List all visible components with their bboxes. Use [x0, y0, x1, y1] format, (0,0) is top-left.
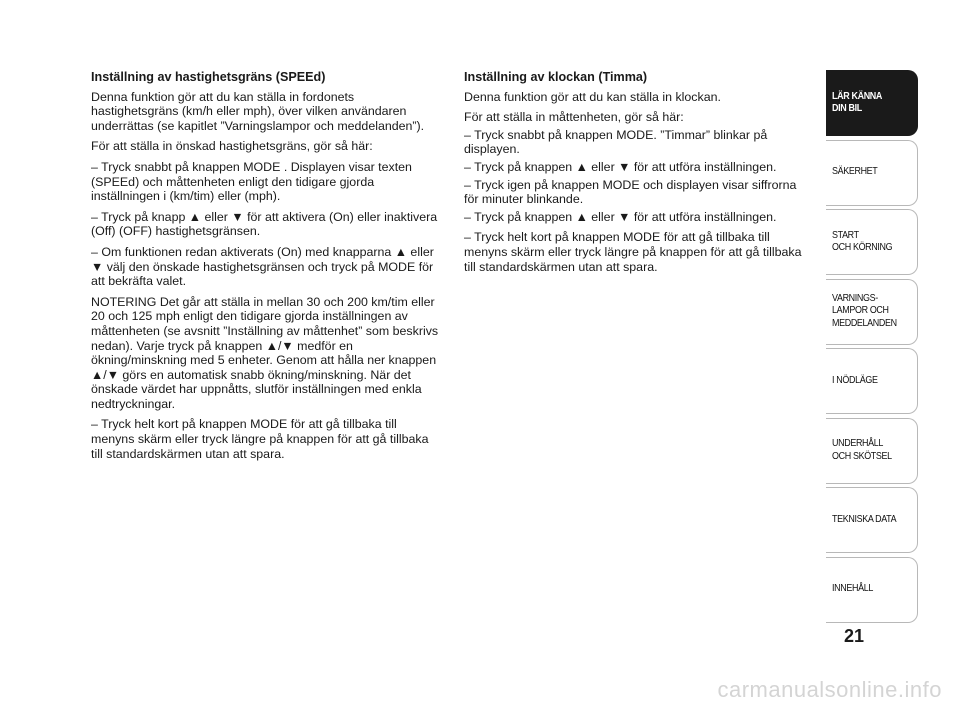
tab-label: I NÖDLÄGE — [832, 374, 878, 386]
tab-label: SÄKERHET — [832, 166, 878, 178]
tab-i-nodlage[interactable] — [826, 348, 918, 414]
paragraph: – Om funktionen redan aktiverats (On) med knapparna ▲ eller ▼ välj den önskade hastighetsgränsen och tryck på MODE för att bekräfta valet. — [91, 244, 434, 289]
paragraph: – Tryck på knappen ▲ eller ▼ för att utföra inställningen. — [464, 209, 777, 224]
tab-underhall[interactable] — [826, 418, 918, 484]
paragraph: Denna funktion gör att du kan ställa in klockan. — [464, 89, 721, 104]
chapter-tabs — [826, 70, 918, 626]
watermark: carmanualsonline.info — [717, 677, 942, 702]
tab-innehall[interactable] — [826, 557, 918, 623]
paragraph: – Tryck igen på knappen MODE och displayen visar siffrorna för minuter blinkande. — [464, 177, 797, 207]
tab-sakerhet[interactable] — [826, 140, 918, 206]
paragraph: – Tryck på knappen ▲ eller ▼ för att utföra inställningen. — [464, 159, 777, 174]
paragraph: Denna funktion gör att du kan ställa in fordonets hastighetsgräns (km/h eller mph), över vilken användaren underrättas (se kapitlet ”Varningslampor och meddelanden”). — [91, 89, 425, 133]
paragraph: För att ställa in måttenheten, gör så här: — [464, 110, 684, 125]
paragraph: – Tryck snabbt på knappen MODE . Displayen visar texten (SPEEd) och måttenheten enligt den tidigare gjorda inställningen i (km/tim) eller (mph). — [91, 159, 412, 204]
tab-lar-kanna-din-bil[interactable] — [826, 70, 918, 136]
paragraph: – Tryck på knapp ▲ eller ▼ för att aktivera (On) eller inaktivera (Off) (OFF) hastighetsgränsen. — [91, 209, 438, 239]
paragraph: För att ställa in önskad hastighetsgräns, gör så här: — [91, 139, 373, 154]
paragraph: – Tryck snabbt på knappen MODE. ”Timmar” blinkar på displayen. — [464, 127, 768, 157]
tab-label: TEKNISKA DATA — [832, 513, 897, 525]
left-column — [91, 70, 441, 467]
tab-label: LÄR KÄNNA DIN BIL — [832, 90, 883, 114]
note-paragraph: NOTERING Det går att ställa in mellan 30 och 200 km/tim eller 20 och 125 mph enligt den tidigare gjorda inställningen av måttenheten (se avsnitt ”Inställning av måttenhet” som beskrivs nedan). Varje tryck på knappen ▲/▼ medför en ökning/minskning med 5 enheter. Genom att hålla ner knappen ▲/▼ görs en automatisk snabb ökning/minskning. När det önskade värdet har uppnåtts, slutför inställningen med enkla nedtryckningar. — [91, 294, 439, 411]
tab-label: VARNINGS- LAMPOR OCH MEDDELANDEN — [832, 293, 897, 329]
tab-label: START OCH KÖRNING — [832, 229, 893, 253]
tab-tekniska-data[interactable] — [826, 487, 918, 553]
section-title-clock: Inställning av klockan (Timma) — [464, 70, 648, 84]
page-number: 21 — [844, 626, 865, 646]
tab-start-och-korning[interactable] — [826, 209, 918, 275]
tab-label: INNEHÅLL — [832, 583, 873, 595]
tab-label: UNDERHÅLL OCH SKÖTSEL — [832, 438, 892, 462]
right-column — [464, 70, 814, 280]
paragraph: – Tryck helt kort på knappen MODE för att gå tillbaka till menyns skärm eller tryck längre på knappen för att gå tillbaka till standardskärmen utan att spara. — [91, 417, 429, 461]
paragraph: – Tryck helt kort på knappen MODE för att gå tillbaka till menyns skärm eller tryck längre på knappen för att gå tillbaka till standardskärmen utan att spara. — [464, 230, 802, 274]
section-title-speed-limit: Inställning av hastighetsgräns (SPEEd) — [91, 70, 326, 84]
tab-varningslampor[interactable] — [826, 279, 918, 345]
